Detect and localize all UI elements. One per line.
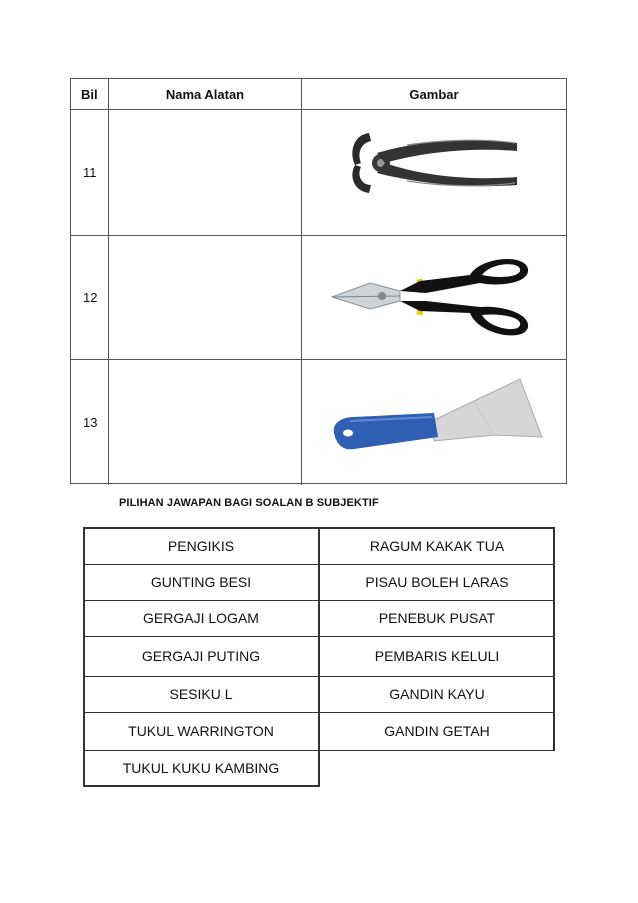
answer-option: PENGIKIS — [167, 537, 235, 554]
tool-image-cell — [302, 109, 566, 235]
header-bil: Bil — [71, 79, 109, 109]
answer-option: GANDIN GETAH — [384, 723, 490, 739]
header-nama-alatan: Nama Alatan — [109, 79, 302, 109]
tools-table — [70, 78, 567, 484]
tool-name-cell — [109, 235, 302, 359]
answer-option: GERGAJI PUTING — [141, 648, 261, 664]
tool-name-cell — [109, 359, 302, 485]
row-number: 13 — [71, 359, 109, 485]
tool-image-cell — [302, 359, 566, 485]
tool-name-cell — [109, 109, 302, 235]
answer-option: TUKUL WARRINGTON — [128, 723, 274, 739]
answer-options-caption: PILIHAN JAWAPAN BAGI SOALAN B SUBJEKTIF — [119, 497, 379, 509]
answer-option: GERGAJI LOGAM — [143, 610, 259, 626]
answer-option: RAGUM KAKAK TUA — [369, 537, 505, 554]
tool-image-cell — [302, 235, 566, 359]
answer-option: TUKUL KUKU KAMBING — [122, 760, 280, 776]
answer-option: PISAU BOLEH LARAS — [365, 574, 509, 590]
table-row — [71, 235, 566, 360]
answer-option: GANDIN KAYU — [389, 686, 485, 702]
row-number: 11 — [71, 109, 109, 235]
header-gambar: Gambar — [409, 86, 459, 102]
table-row — [71, 109, 566, 236]
row-number: 12 — [71, 235, 109, 359]
table-row — [71, 359, 566, 485]
tin-snips-icon — [330, 253, 540, 343]
answer-option: PENEBUK PUSAT — [378, 610, 496, 626]
paint-scraper-icon — [324, 373, 544, 463]
end-cutting-pliers-icon — [347, 123, 522, 203]
answer-option: SESIKU L — [169, 686, 233, 702]
table-header — [71, 79, 566, 110]
answer-option: PEMBARIS KELULI — [374, 648, 500, 664]
answer-option: GUNTING BESI — [150, 574, 252, 590]
